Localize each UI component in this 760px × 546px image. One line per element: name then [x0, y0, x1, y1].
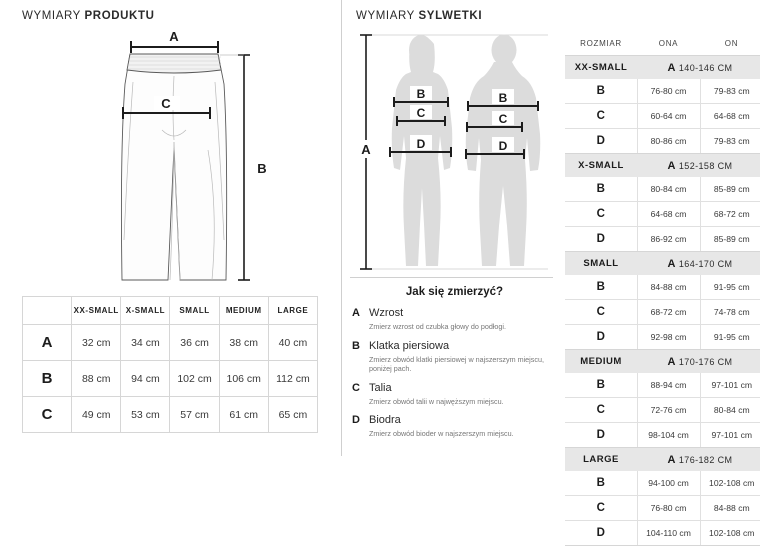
- cell-on: 85-89 cm: [700, 177, 760, 202]
- cell-on: 91-95 cm: [700, 275, 760, 300]
- table-row: [565, 325, 760, 350]
- measure-desc-d: Zmierz obwód bioder w najszerszym miejscu.: [369, 429, 514, 438]
- table-row: [565, 177, 760, 202]
- cell-ona: 94-100 cm: [637, 471, 700, 496]
- table-row: [565, 202, 760, 227]
- cell-on: 64-68 cm: [700, 104, 760, 129]
- row-label: D: [565, 325, 637, 350]
- cell-b-large: 112 cm: [268, 361, 317, 397]
- cell-ona: 76-80 cm: [637, 79, 700, 104]
- row-label: C: [565, 300, 637, 325]
- table-header-row: [23, 297, 318, 325]
- silhouette-svg: [348, 28, 558, 276]
- table-row: [565, 129, 760, 154]
- cell-ona: 88-94 cm: [637, 373, 700, 398]
- group-height-large: [637, 448, 760, 472]
- column-header-medium: MEDIUM: [219, 297, 268, 325]
- measure-letter-d: D: [352, 414, 360, 426]
- body-title-bold: SYLWETKI: [418, 10, 483, 22]
- male-hips-marker-label: D: [498, 139, 508, 153]
- body-title-regular: WYMIARY: [356, 10, 419, 22]
- cell-on: 74-78 cm: [700, 300, 760, 325]
- measure-item-b: [352, 340, 557, 374]
- header-rozmiar: ROZMIAR: [565, 31, 637, 56]
- female-chest-marker-label: B: [416, 87, 426, 101]
- group-height-value: 164-170 CM: [678, 258, 733, 269]
- group-name-x-small: X-SMALL: [565, 154, 637, 178]
- row-label-a: A: [23, 325, 72, 361]
- row-label: B: [565, 177, 637, 202]
- measure-letter-c: C: [352, 381, 360, 394]
- cell-b-small: 102 cm: [170, 361, 219, 397]
- cell-b-xx-small: 88 cm: [72, 361, 121, 397]
- cell-ona: 76-80 cm: [637, 496, 700, 521]
- row-label: C: [565, 496, 637, 521]
- table-row: [565, 521, 760, 546]
- group-name-medium: MEDIUM: [565, 350, 637, 374]
- row-label: C: [565, 202, 637, 227]
- table-corner-cell: [23, 297, 72, 325]
- cell-c-small: 57 cm: [170, 397, 219, 433]
- product-title-regular: WYMIARY: [22, 10, 85, 22]
- product-dimensions-panel: [0, 0, 340, 456]
- measure-item-d: [352, 414, 557, 439]
- size-group-header-xx-small: [565, 56, 760, 80]
- cell-ona: 98-104 cm: [637, 423, 700, 448]
- group-height-value: 140-146 CM: [678, 62, 733, 73]
- cell-ona: 60-64 cm: [637, 104, 700, 129]
- table-row: [565, 423, 760, 448]
- group-name-large: LARGE: [565, 448, 637, 472]
- cell-on: 79-83 cm: [700, 129, 760, 154]
- silhouette-diagram: [348, 28, 558, 276]
- cell-ona: 80-84 cm: [637, 177, 700, 202]
- column-header-small: SMALL: [170, 297, 219, 325]
- cell-a-x-small: 34 cm: [121, 325, 170, 361]
- measure-name-a: Wzrost: [369, 307, 404, 319]
- column-header-x-small: X-SMALL: [121, 297, 170, 325]
- pants-marker-c-label: C: [161, 96, 171, 111]
- table-row: [23, 325, 318, 361]
- size-group-header-x-small: [565, 154, 760, 178]
- group-height-letter: A: [667, 453, 676, 466]
- cell-a-large: 40 cm: [268, 325, 317, 361]
- table-row: [565, 471, 760, 496]
- cell-c-medium: 61 cm: [219, 397, 268, 433]
- cell-a-xx-small: 32 cm: [72, 325, 121, 361]
- measure-name-c: Talia: [369, 381, 392, 394]
- measure-name-d: Biodra: [369, 414, 401, 426]
- group-name-xx-small: XX-SMALL: [565, 56, 637, 80]
- how-to-measure-title: Jak się zmierzyć?: [405, 286, 504, 298]
- size-table-header-row: [565, 31, 760, 56]
- cell-on: 68-72 cm: [700, 202, 760, 227]
- female-hips-marker-label: D: [416, 137, 426, 151]
- table-row: [565, 104, 760, 129]
- header-on: ON: [700, 31, 760, 56]
- group-height-x-small: [637, 154, 760, 178]
- pants-diagram: [100, 30, 300, 285]
- row-label-c: C: [23, 397, 72, 433]
- cell-on: 97-101 cm: [700, 423, 760, 448]
- group-name-small: SMALL: [565, 252, 637, 276]
- row-label: D: [565, 227, 637, 252]
- cell-on: 102-108 cm: [700, 521, 760, 546]
- cell-ona: 68-72 cm: [637, 300, 700, 325]
- body-dimensions-title: [356, 10, 482, 22]
- group-height-small: [637, 252, 760, 276]
- table-row: [565, 300, 760, 325]
- table-row: [565, 398, 760, 423]
- measure-desc-c: Zmierz obwód talii w najwęższym miejscu.: [369, 396, 504, 406]
- cell-on: 84-88 cm: [700, 496, 760, 521]
- cell-on: 79-83 cm: [700, 79, 760, 104]
- cell-b-x-small: 94 cm: [121, 361, 170, 397]
- row-label: D: [565, 423, 637, 448]
- size-group-header-large: [565, 448, 760, 472]
- measure-name-b: Klatka piersiowa: [369, 339, 450, 352]
- measure-desc-b: Zmierz obwód klatki piersiowej w najszerszym miejscu, poniżej pach.: [369, 354, 544, 373]
- male-chest-marker-label: B: [498, 91, 508, 105]
- cell-on: 80-84 cm: [700, 398, 760, 423]
- cell-c-xx-small: 49 cm: [72, 397, 121, 433]
- row-label: B: [565, 471, 637, 496]
- table-row: [565, 275, 760, 300]
- group-height-value: 152-158 CM: [678, 160, 733, 171]
- measure-letter-b: B: [352, 339, 360, 352]
- size-group-header-small: [565, 252, 760, 276]
- row-label: C: [565, 104, 637, 129]
- row-label: C: [565, 398, 637, 423]
- measure-item-c: [352, 382, 557, 407]
- how-to-measure-section: [352, 286, 557, 447]
- table-row: [565, 79, 760, 104]
- cell-c-large: 65 cm: [268, 397, 317, 433]
- cell-b-medium: 106 cm: [219, 361, 268, 397]
- body-dimensions-panel: [341, 0, 561, 456]
- measure-desc-a: Zmierz wzrost od czubka głowy do podłogi.: [369, 322, 507, 331]
- section-divider: [350, 277, 553, 278]
- size-group-header-medium: [565, 350, 760, 374]
- cell-ona: 86-92 cm: [637, 227, 700, 252]
- body-size-table: [565, 31, 760, 546]
- cell-on: 91-95 cm: [700, 325, 760, 350]
- cell-ona: 84-88 cm: [637, 275, 700, 300]
- header-ona: ONA: [637, 31, 700, 56]
- group-height-letter: A: [667, 159, 676, 172]
- product-dimensions-title: [22, 10, 155, 22]
- row-label: B: [565, 79, 637, 104]
- cell-a-medium: 38 cm: [219, 325, 268, 361]
- table-row: [565, 496, 760, 521]
- male-waist-marker-label: C: [498, 112, 508, 126]
- table-row: [23, 361, 318, 397]
- female-waist-marker-label: C: [416, 106, 426, 120]
- measure-letter-a: A: [352, 307, 360, 319]
- size-table-panel: [560, 0, 760, 539]
- column-header-xx-small: XX-SMALL: [72, 297, 121, 325]
- product-title-bold: PRODUKTU: [84, 10, 155, 22]
- table-row: [565, 227, 760, 252]
- cell-ona: 92-98 cm: [637, 325, 700, 350]
- cell-on: 85-89 cm: [700, 227, 760, 252]
- cell-ona: 104-110 cm: [637, 521, 700, 546]
- group-height-letter: A: [667, 257, 676, 270]
- height-marker-label: A: [361, 142, 371, 157]
- table-row: [565, 373, 760, 398]
- column-header-large: LARGE: [268, 297, 317, 325]
- measure-item-a: [352, 307, 557, 332]
- row-label: B: [565, 275, 637, 300]
- cell-on: 102-108 cm: [700, 471, 760, 496]
- group-height-letter: A: [667, 61, 676, 74]
- group-height-letter: A: [667, 355, 676, 368]
- group-height-xx-small: [637, 56, 760, 80]
- cell-a-small: 36 cm: [170, 325, 219, 361]
- product-dimensions-table: [22, 296, 318, 433]
- group-height-medium: [637, 350, 760, 374]
- row-label: B: [565, 373, 637, 398]
- cell-ona: 80-86 cm: [637, 129, 700, 154]
- table-row: [23, 397, 318, 433]
- cell-c-x-small: 53 cm: [121, 397, 170, 433]
- group-height-value: 170-176 CM: [678, 356, 733, 367]
- row-label: D: [565, 129, 637, 154]
- cell-ona: 64-68 cm: [637, 202, 700, 227]
- pants-marker-a-label: A: [169, 30, 179, 44]
- cell-ona: 72-76 cm: [637, 398, 700, 423]
- pants-marker-b-line: [238, 55, 250, 280]
- row-label: D: [565, 521, 637, 546]
- row-label-b: B: [23, 361, 72, 397]
- pants-marker-b-label: B: [257, 161, 267, 176]
- cell-on: 97-101 cm: [700, 373, 760, 398]
- group-height-value: 176-182 CM: [678, 454, 733, 465]
- pants-svg: [100, 30, 300, 285]
